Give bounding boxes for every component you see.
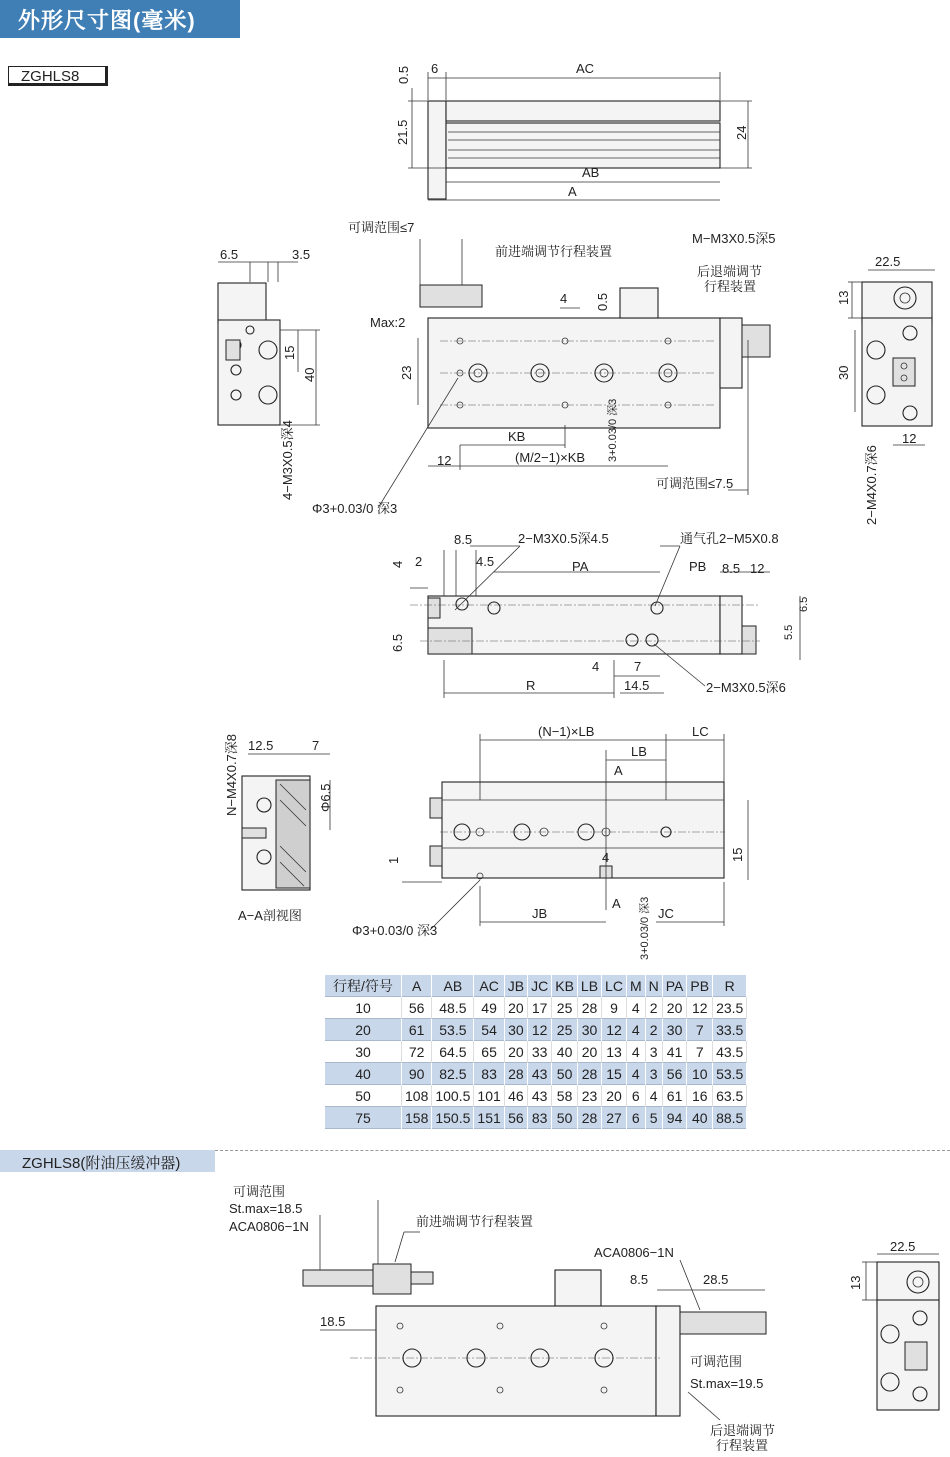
table-cell: 10 <box>687 1063 713 1085</box>
side-view <box>352 724 748 960</box>
section2-divider <box>215 1150 950 1151</box>
table-cell: 12 <box>602 1019 627 1041</box>
table-cell: 94 <box>662 1107 687 1129</box>
th-pa: PA <box>662 975 687 997</box>
table-cell: 63.5 <box>713 1085 747 1107</box>
side-jc: JC <box>658 906 674 921</box>
th-n: N <box>645 975 662 997</box>
table-cell: 56 <box>504 1107 527 1129</box>
th-stroke: 行程/符号 <box>325 975 402 997</box>
left-view-top-block <box>218 283 266 323</box>
table-cell: 23.5 <box>713 997 747 1019</box>
table-cell: 33.5 <box>713 1019 747 1041</box>
table-cell: 15 <box>602 1063 627 1085</box>
table-cell: 46 <box>504 1085 527 1107</box>
table-cell: 53.5 <box>432 1019 474 1041</box>
section-view <box>224 734 333 923</box>
right-d12: 12 <box>902 431 917 446</box>
table-cell: 41 <box>662 1041 687 1063</box>
buffer-block <box>555 1270 601 1306</box>
side-hole: 3+0.03/0 深3 <box>639 896 651 960</box>
table-cell: 4 <box>626 997 645 1019</box>
table-cell: 88.5 <box>713 1107 747 1129</box>
table-row <box>325 1063 747 1085</box>
table-cell: 23 <box>577 1085 601 1107</box>
table-cell: 4 <box>626 1041 645 1063</box>
table-cell: 28 <box>504 1063 527 1085</box>
side-jb: JB <box>532 906 548 921</box>
table-cell: 28 <box>577 1107 601 1129</box>
right-d225: 22.5 <box>875 254 901 269</box>
right-d30: 30 <box>836 365 851 380</box>
table-row <box>325 1085 747 1107</box>
table-cell: 4 <box>645 1085 662 1107</box>
buf-adj: 可调范围 <box>233 1184 286 1199</box>
table-cell: 49 <box>474 997 504 1019</box>
th-kb: KB <box>552 975 578 997</box>
top-view-endplate <box>428 101 446 199</box>
side-a2: A <box>612 896 621 911</box>
table-cell: 6 <box>626 1107 645 1129</box>
front-max2: Max:2 <box>370 315 406 330</box>
bot-pb: PB <box>689 559 707 574</box>
right-end-view <box>836 254 935 525</box>
table-cell: 12 <box>528 1019 552 1041</box>
table-cell: 48.5 <box>432 997 474 1019</box>
side-phi3: Φ3+0.03/0 深3 <box>352 923 438 938</box>
table-cell: 40 <box>687 1107 713 1129</box>
table-cell: 9 <box>602 997 627 1019</box>
table-cell: 61 <box>402 1019 432 1041</box>
side-view-body <box>442 782 724 878</box>
right-d13: 13 <box>836 290 851 305</box>
table-cell: 30 <box>325 1041 402 1063</box>
table-cell: 5 <box>645 1107 662 1129</box>
bot-d85: 8.5 <box>454 532 473 547</box>
table-cell: 54 <box>474 1019 504 1041</box>
table-cell: 17 <box>528 997 552 1019</box>
top-d05: 0.5 <box>396 65 411 84</box>
th-a: A <box>402 975 432 997</box>
table-cell: 43.5 <box>713 1041 747 1063</box>
top-d24: 24 <box>734 125 749 140</box>
table-cell: 33 <box>528 1041 552 1063</box>
table-cell: 30 <box>504 1019 527 1041</box>
buf-d225: 22.5 <box>890 1239 916 1254</box>
table-cell: 4 <box>626 1019 645 1041</box>
table-row <box>325 1019 747 1041</box>
table-cell: 56 <box>402 997 432 1019</box>
table-cell: 53.5 <box>713 1063 747 1085</box>
table-cell: 108 <box>402 1085 432 1107</box>
top-view-body <box>446 123 720 168</box>
side-d4: 4 <box>602 850 610 865</box>
front-adj-label: 前进端调节行程装置 <box>495 244 613 259</box>
table-cell: 101 <box>474 1085 504 1107</box>
buf-d85: 8.5 <box>630 1272 649 1287</box>
left-end-view <box>218 247 320 500</box>
table-cell: 3 <box>645 1063 662 1085</box>
buf-aca2: ACA0806−1N <box>594 1245 674 1260</box>
buf-d285: 28.5 <box>703 1272 729 1287</box>
table-cell: 43 <box>528 1085 552 1107</box>
table-cell: 7 <box>687 1019 713 1041</box>
sec-d7: 7 <box>312 738 320 753</box>
front-m-thread: M−M3X0.5深5 <box>692 231 776 246</box>
bottom-view <box>390 531 810 698</box>
table-row <box>325 1041 747 1063</box>
table-row <box>325 1107 747 1129</box>
buf-adj2: 可调范围 <box>690 1354 743 1369</box>
front-d4: 4 <box>560 291 568 306</box>
top-a: A <box>568 184 577 199</box>
table-cell: 20 <box>577 1041 601 1063</box>
front-view-block <box>620 288 658 318</box>
table-cell: 158 <box>402 1107 432 1129</box>
th-jc: JC <box>528 975 552 997</box>
th-ab: AB <box>432 975 474 997</box>
th-m: M <box>626 975 645 997</box>
page-title: 外形尺寸图(毫米) <box>18 8 196 33</box>
table-cell: 25 <box>552 1019 578 1041</box>
right-m4: 2−M4X0.7深6 <box>864 445 879 525</box>
table-cell: 65 <box>474 1041 504 1063</box>
table-cell: 72 <box>402 1041 432 1063</box>
left-d40: 40 <box>302 367 317 382</box>
sec-phi65: Φ6.5 <box>318 783 333 812</box>
top-ac: AC <box>576 61 595 76</box>
table-cell: 61 <box>662 1085 687 1107</box>
table-cell: 13 <box>602 1041 627 1063</box>
table-cell: 20 <box>662 997 687 1019</box>
table-cell: 20 <box>504 1041 527 1063</box>
top-d6: 6 <box>431 61 439 76</box>
table-cell: 83 <box>474 1063 504 1085</box>
front-d12: 12 <box>437 453 452 468</box>
front-stroke-adjuster <box>420 285 482 307</box>
bot-m3a: 2−M3X0.5深4.5 <box>518 531 609 546</box>
bot-d2: 2 <box>415 554 423 569</box>
sec-caption: A−A剖视图 <box>238 908 302 923</box>
table-cell: 50 <box>552 1107 578 1129</box>
rear-adj-2: 行程装置 <box>704 279 757 294</box>
bot-m3b: 2−M3X0.5深6 <box>706 680 786 695</box>
buf-d13: 13 <box>848 1275 863 1290</box>
front-adj7: 可调范围≤7 <box>348 220 415 235</box>
table-cell: 30 <box>577 1019 601 1041</box>
front-view-rear-plate <box>720 318 742 388</box>
top-ab: AB <box>582 165 600 180</box>
side-d1: 1 <box>386 856 401 864</box>
side-d15: 15 <box>730 847 745 862</box>
left-m3: 4−M3X0.5深4 <box>280 420 295 500</box>
side-lc: LC <box>692 724 709 739</box>
th-lc: LC <box>602 975 627 997</box>
bot-d12: 12 <box>750 561 765 576</box>
table-cell: 90 <box>402 1063 432 1085</box>
side-nlb: (N−1)×LB <box>538 724 595 739</box>
buf-stmax195: St.max=19.5 <box>690 1376 764 1391</box>
table-cell: 43 <box>528 1063 552 1085</box>
table-cell: 50 <box>552 1063 578 1085</box>
left-d35: 3.5 <box>292 247 311 262</box>
table-header <box>325 975 747 997</box>
table-cell: 2 <box>645 997 662 1019</box>
section2-title: ZGHLS8(附油压缓冲器) <box>22 1155 181 1172</box>
table-cell: 16 <box>687 1085 713 1107</box>
front-kb: KB <box>508 429 526 444</box>
th-jb: JB <box>504 975 527 997</box>
side-lb: LB <box>631 744 647 759</box>
table-cell: 75 <box>325 1107 402 1129</box>
buffer-front-shock <box>303 1270 373 1286</box>
bot-d7: 7 <box>634 659 642 674</box>
table-cell: 150.5 <box>432 1107 474 1129</box>
front-phi-hole: Φ3+0.03/0 深3 <box>312 501 398 516</box>
table-cell: 20 <box>325 1019 402 1041</box>
buf-stmax185: St.max=18.5 <box>229 1201 303 1216</box>
buffer-side-view <box>229 1184 775 1453</box>
table-cell: 7 <box>687 1041 713 1063</box>
table-cell: 56 <box>662 1063 687 1085</box>
table-cell: 4 <box>626 1063 645 1085</box>
front-mkb: (M/2−1)×KB <box>515 450 586 465</box>
buffer-end-view <box>848 1239 939 1410</box>
table-cell: 151 <box>474 1107 504 1129</box>
table-cell: 58 <box>552 1085 578 1107</box>
th-lb: LB <box>577 975 601 997</box>
bot-vent: 通气孔2−M5X0.8 <box>680 531 779 546</box>
rear-adj-1: 后退端调节 <box>697 264 763 279</box>
table-cell: 64.5 <box>432 1041 474 1063</box>
left-d65: 6.5 <box>220 247 239 262</box>
th-r: R <box>713 975 747 997</box>
buffer-body <box>376 1306 656 1416</box>
table-cell: 30 <box>662 1019 687 1041</box>
th-pb: PB <box>687 975 713 997</box>
buf-d185: 18.5 <box>320 1314 346 1329</box>
rear-stroke-adjuster <box>742 325 770 357</box>
front-d23: 23 <box>399 365 414 380</box>
buf-aca1: ACA0806−1N <box>229 1219 309 1234</box>
table-cell: 3 <box>645 1041 662 1063</box>
table-cell: 27 <box>602 1107 627 1129</box>
table-cell: 28 <box>577 1063 601 1085</box>
bot-d85b: 8.5 <box>722 561 741 576</box>
bot-d45: 4.5 <box>476 554 495 569</box>
table-row <box>325 997 747 1019</box>
table-cell: 83 <box>528 1107 552 1129</box>
bot-d4: 4 <box>390 560 405 568</box>
table-cell: 25 <box>552 997 578 1019</box>
buffer-rear-shock <box>680 1312 766 1334</box>
top-view <box>395 61 752 200</box>
table-cell: 10 <box>325 997 402 1019</box>
table-cell: 50 <box>325 1085 402 1107</box>
bot-pa: PA <box>572 559 589 574</box>
table-cell: 82.5 <box>432 1063 474 1085</box>
front-phi3: 3+0.03/0 深3 <box>607 398 619 462</box>
table-cell: 6 <box>626 1085 645 1107</box>
front-adj75: 可调范围≤7.5 <box>656 476 734 491</box>
table-cell: 100.5 <box>432 1085 474 1107</box>
bot-d145: 14.5 <box>624 678 650 693</box>
table-cell: 28 <box>577 997 601 1019</box>
front-d05: 0.5 <box>595 292 610 311</box>
th-ac: AC <box>474 975 504 997</box>
bot-d65: 6.5 <box>390 633 405 652</box>
front-view <box>312 220 775 516</box>
buf-rear-adj-2: 行程装置 <box>716 1438 769 1453</box>
table-cell: 12 <box>687 997 713 1019</box>
bot-r: R <box>526 678 536 693</box>
sec-nm4: N−M4X0.7深8 <box>224 733 239 816</box>
spec-table <box>325 975 747 1129</box>
buf-rear-adj-1: 后退端调节 <box>710 1423 776 1438</box>
table-cell: 2 <box>645 1019 662 1041</box>
sec-d125: 12.5 <box>248 738 274 753</box>
table-cell: 40 <box>552 1041 578 1063</box>
left-d15: 15 <box>282 345 297 360</box>
bot-d4b: 4 <box>592 659 600 674</box>
bot-d55: 5.5 <box>783 624 795 640</box>
table-cell: 20 <box>504 997 527 1019</box>
buf-front-adj: 前进端调节行程装置 <box>416 1214 534 1229</box>
left-view-body <box>218 320 280 425</box>
table-cell: 20 <box>602 1085 627 1107</box>
side-a1: A <box>614 763 623 778</box>
bot-d65b: 6.5 <box>798 596 810 612</box>
top-d215: 21.5 <box>395 119 410 145</box>
model-label: ZGHLS8 <box>8 66 108 86</box>
top-view-table <box>446 101 720 121</box>
table-cell: 40 <box>325 1063 402 1085</box>
